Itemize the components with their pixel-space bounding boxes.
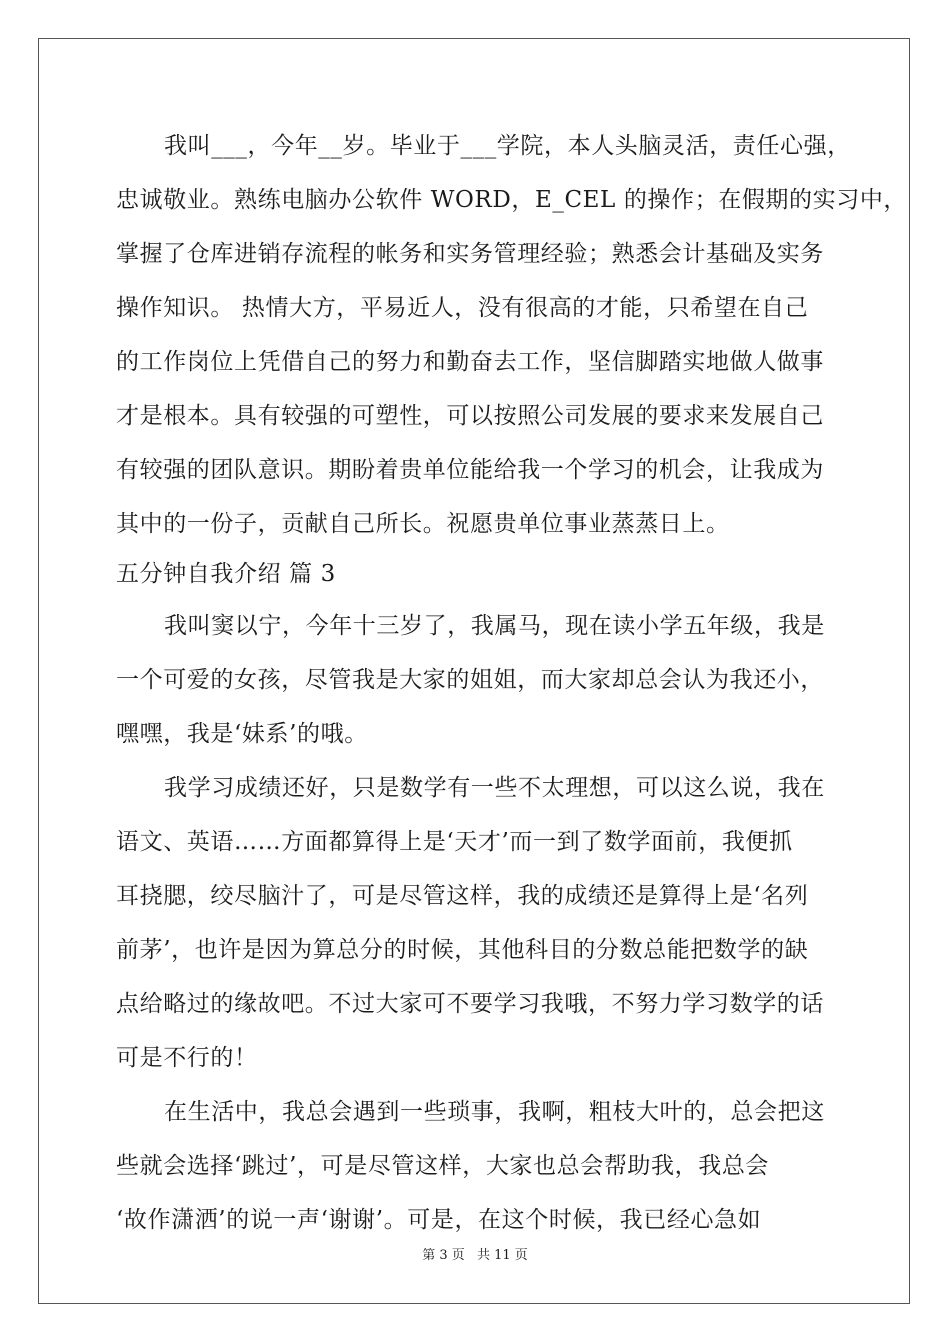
text-line: 前茅’，也许是因为算总分的时候，其他科目的分数总能把数学的缺 bbox=[116, 937, 809, 963]
text-line: 的工作岗位上凭借自己的努力和勤奋去工作，坚信脚踏实地做人做事 bbox=[116, 349, 824, 375]
section-heading: 五分钟自我介绍 篇 3 bbox=[116, 561, 336, 587]
text-line: 在生活中，我总会遇到一些琐事，我啊，粗枝大叶的，总会把这 bbox=[164, 1099, 825, 1125]
text-line: 我叫___，今年__岁。毕业于___学院，本人头脑灵活，责任心强， bbox=[164, 133, 851, 159]
text-line: 耳挠腮，绞尽脑汁了，可是尽管这样，我的成绩还是算得上是‘名列 bbox=[116, 883, 809, 909]
text-line: 可是不行的！ bbox=[116, 1045, 258, 1071]
text-line: 忠诚敬业。熟练电脑办公软件 WORD，E_CEL 的操作；在假期的实习中， bbox=[116, 187, 908, 213]
text-line: 语文、英语……方面都算得上是‘天才’而一到了数学面前，我便抓 bbox=[116, 829, 793, 855]
text-line: 点给略过的缘故吧。不过大家可不要学习我哦，不努力学习数学的话 bbox=[116, 991, 824, 1017]
page-total: 共 11 页 bbox=[476, 1248, 528, 1263]
text-line: 我叫窦以宁，今年十三岁了，我属马，现在读小学五年级，我是 bbox=[164, 613, 825, 639]
text-line: 嘿嘿，我是‘妹系’的哦。 bbox=[116, 721, 368, 747]
text-line: 掌握了仓库进销存流程的帐务和实务管理经验；熟悉会计基础及实务 bbox=[116, 241, 824, 267]
text-line: 其中的一份子，贡献自己所长。祝愿贵单位事业蒸蒸日上。 bbox=[116, 511, 730, 537]
text-line: 一个可爱的女孩，尽管我是大家的姐姐，而大家却总会认为我还小， bbox=[116, 667, 824, 693]
text-line: 些就会选择‘跳过’，可是尽管这样，大家也总会帮助我，我总会 bbox=[116, 1153, 770, 1179]
text-line: 我学习成绩还好，只是数学有一些不太理想，可以这么说，我在 bbox=[164, 775, 825, 801]
page-number: 第 3 页 bbox=[422, 1248, 465, 1263]
page-footer bbox=[0, 1247, 950, 1265]
text-line: 才是根本。具有较强的可塑性，可以按照公司发展的要求来发展自己 bbox=[116, 403, 824, 429]
text-line: 有较强的团队意识。期盼着贵单位能给我一个学习的机会，让我成为 bbox=[116, 457, 824, 483]
text-line: ‘故作潇洒’的说一声‘谢谢’。可是，在这个时候，我已经心急如 bbox=[116, 1207, 762, 1233]
text-line: 操作知识。 热情大方，平易近人，没有很高的才能，只希望在自己 bbox=[116, 295, 809, 321]
